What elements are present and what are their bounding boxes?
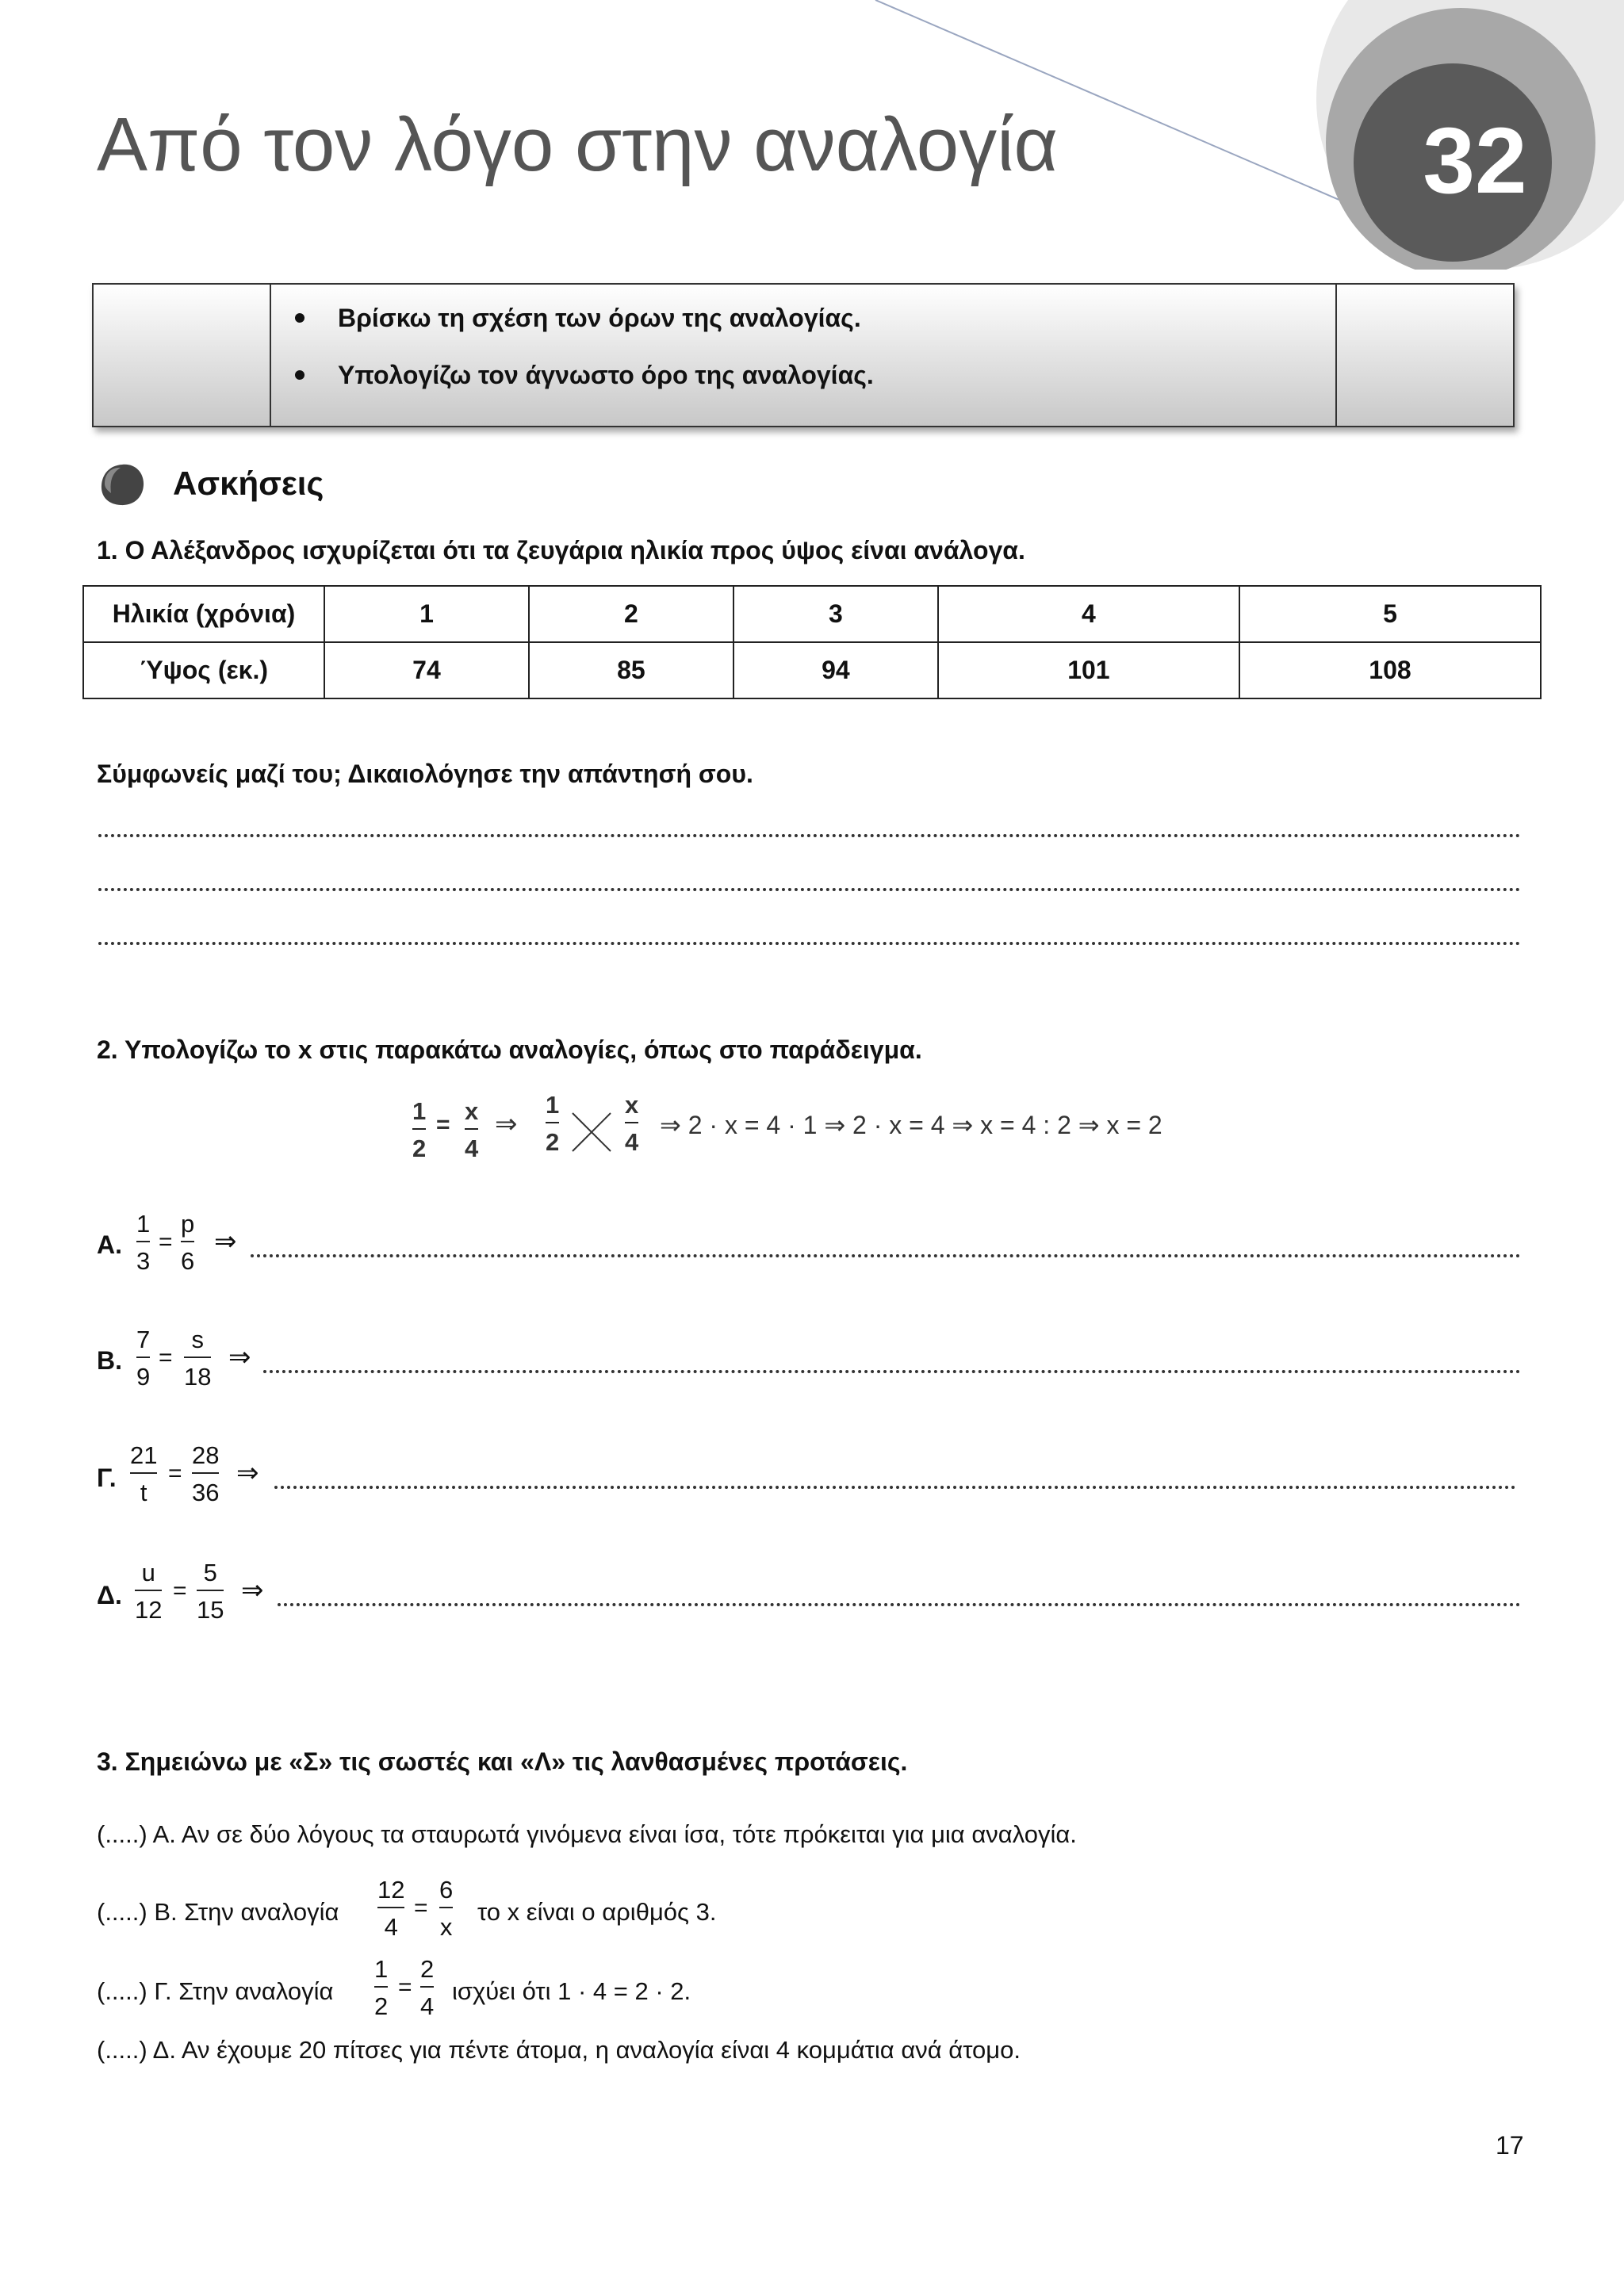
goal-text: Βρίσκω τη σχέση των όρων της αναλογίας.: [338, 304, 861, 332]
statement-b-start: (.....) Β. Στην αναλογία: [97, 1898, 339, 1926]
implies-arrow: ⇒: [495, 1109, 518, 1139]
table-cell: 108: [1239, 642, 1541, 698]
fraction: 1 2: [546, 1091, 560, 1156]
table-row: [83, 586, 1541, 642]
table-cell: 2: [529, 586, 733, 642]
fraction: 21 t: [130, 1441, 158, 1506]
item-label: Α.: [97, 1230, 122, 1259]
row-header-height: Ύψος (εκ.): [83, 642, 324, 698]
implies-arrow: ⇒: [241, 1575, 264, 1605]
fraction: 2 4: [420, 1955, 435, 2020]
fraction: 1 2: [412, 1097, 427, 1162]
answer-line[interactable]: [263, 1370, 1521, 1373]
fraction: 1 3: [136, 1210, 151, 1275]
equals-sign: =: [173, 1578, 187, 1604]
goals-divider-left: [270, 285, 271, 426]
fraction: 28 36: [192, 1441, 220, 1506]
answer-line[interactable]: [98, 834, 1521, 837]
answer-line[interactable]: [278, 1603, 1521, 1606]
statement-a: (.....) Α. Αν σε δύο λόγους τα σταυρωτά γινόμενα είναι ίσα, τότε πρόκειται για μια αναλογία.: [97, 1820, 1077, 1848]
item-label: Γ.: [97, 1464, 117, 1492]
equals-sign: =: [159, 1345, 173, 1371]
answer-line[interactable]: [98, 888, 1521, 891]
bullet-icon: [295, 370, 304, 380]
fraction: s 18: [184, 1326, 212, 1391]
table-cell: 85: [529, 642, 733, 698]
exercise1-prompt: 1. Ο Αλέξανδρος ισχυρίζεται ότι τα ζευγάρια ηλικία προς ύψος είναι ανάλογα.: [97, 536, 1025, 564]
item-label: Β.: [97, 1346, 122, 1375]
page-number: 17: [1496, 2131, 1524, 2160]
implies-arrow: ⇒: [214, 1226, 237, 1257]
answer-line[interactable]: [98, 942, 1521, 945]
goal-item: [295, 304, 861, 333]
item-label: Δ.: [97, 1581, 122, 1609]
fraction: u 12: [135, 1559, 163, 1624]
statement-c-end: ισχύει ότι 1 · 4 = 2 · 2.: [452, 1977, 691, 2005]
goal-text: Υπολογίζω τον άγνωστο όρο της αναλογίας.: [338, 361, 874, 389]
goal-item: [295, 361, 874, 390]
statement-c-start: (.....) Γ. Στην αναλογία: [97, 1977, 334, 2005]
fraction: 6 x: [439, 1876, 454, 1941]
table-cell: 101: [938, 642, 1239, 698]
section-title: Ασκήσεις: [173, 465, 324, 502]
statement-b-end: το x είναι ο αριθμός 3.: [477, 1898, 717, 1926]
fraction: p 6: [181, 1210, 195, 1275]
blob-icon: [98, 461, 146, 507]
chapter-number: 32: [1423, 109, 1527, 213]
goals-divider-right: [1335, 285, 1337, 426]
exercise2-prompt: 2. Υπολογίζω το x στις παρακάτω αναλογίες, όπως στο παράδειγμα.: [97, 1035, 922, 1064]
equals-sign: =: [414, 1895, 428, 1921]
equals-sign: =: [168, 1460, 182, 1487]
table-cell: 94: [733, 642, 938, 698]
fraction: 5 15: [197, 1559, 224, 1624]
example-steps: ⇒ 2 · x = 4 · 1 ⇒ 2 · x = 4 ⇒ x = 4 : 2 ⇒ x = 2: [660, 1111, 1162, 1139]
row-header-age: Ηλικία (χρόνια): [83, 586, 324, 642]
fraction: 7 9: [136, 1326, 151, 1391]
answer-line[interactable]: [251, 1254, 1521, 1257]
fraction: 12 4: [377, 1876, 405, 1941]
fraction: x 4: [465, 1097, 479, 1162]
table-cell: 3: [733, 586, 938, 642]
exercise1-question: Σύμφωνείς μαζί του; Δικαιολόγησε την απάντησή σου.: [97, 760, 753, 788]
table-cell: 4: [938, 586, 1239, 642]
equals-sign: =: [159, 1229, 173, 1255]
cross-multiply-icon: [569, 1110, 614, 1154]
page-title: Από τον λόγο στην αναλογία: [97, 102, 1058, 187]
implies-arrow: ⇒: [236, 1458, 259, 1488]
fraction: 1 2: [374, 1955, 389, 2020]
worked-example: [412, 1093, 1221, 1167]
table-cell: 74: [324, 642, 529, 698]
exercise3-prompt: 3. Σημειώνω με «Σ» τις σωστές και «Λ» τις λανθασμένες προτάσεις.: [97, 1747, 908, 1776]
fraction: x 4: [625, 1091, 639, 1156]
bullet-icon: [295, 313, 304, 323]
implies-arrow: ⇒: [228, 1342, 251, 1372]
table-cell: 1: [324, 586, 529, 642]
table-cell: 5: [1239, 586, 1541, 642]
answer-line[interactable]: [274, 1486, 1516, 1489]
statement-d: (.....) Δ. Αν έχουμε 20 πίτσες για πέντε άτομα, η αναλογία είναι 4 κομμάτια ανά άτομο.: [97, 2036, 1021, 2064]
equals-sign: =: [398, 1974, 412, 2000]
equals-sign: =: [436, 1112, 450, 1138]
learning-goals-box: [92, 283, 1515, 427]
table-row: [83, 642, 1541, 698]
age-height-table: [82, 585, 1542, 699]
